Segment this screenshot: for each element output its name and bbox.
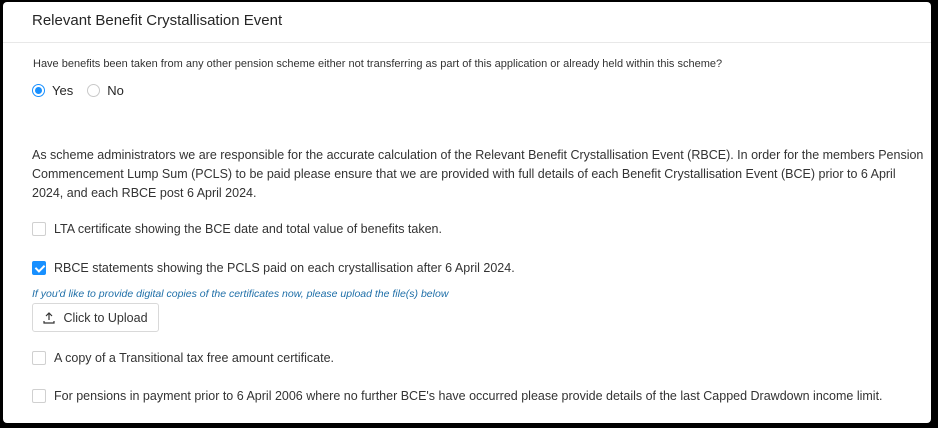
benefits-question: Have benefits been taken from any other pension scheme either not transferring as part of this application or already held within this scheme? — [33, 58, 723, 70]
upload-button[interactable] — [32, 303, 159, 332]
upload-button-label: Click to Upload — [63, 310, 148, 325]
radio-yes[interactable] — [32, 84, 45, 97]
form-panel — [3, 2, 931, 423]
checkbox-transitional-certificate[interactable] — [32, 351, 46, 365]
radio-yes-label: Yes — [52, 83, 74, 98]
benefits-radio-group — [32, 83, 138, 98]
radio-no[interactable] — [87, 84, 100, 97]
radio-option-yes[interactable] — [32, 83, 73, 98]
check-label: RBCE statements showing the PCLS paid on each crystallisation after 6 April 2024. — [54, 261, 515, 275]
check-label: A copy of a Transitional tax free amount certificate. — [54, 351, 335, 365]
check-label: LTA certificate showing the BCE date and total value of benefits taken. — [54, 222, 442, 236]
upload-icon — [43, 312, 55, 324]
check-lta-certificate[interactable] — [32, 222, 442, 236]
checkbox-lta-certificate[interactable] — [32, 222, 46, 236]
check-transitional-certificate[interactable] — [32, 351, 334, 365]
check-capped-drawdown[interactable] — [32, 389, 883, 403]
check-label: For pensions in payment prior to 6 April 2006 where no further BCE's have occurred please provide details of the last Capped Drawdown income limit. — [54, 389, 883, 403]
radio-no-label: No — [107, 83, 124, 98]
panel-header — [3, 2, 931, 43]
rbce-intro-text: As scheme administrators we are responsible for the accurate calculation of the Relevant Benefit Crystallisation Event (RBCE). In order for the members Pension Commencement Lump Sum (PCLS) to be paid please ensure that we are provided with full details of each Benefit Crystallisation Event (BCE) prior to 6 April 2024, and each RBCE post 6 April 2024. — [32, 148, 924, 200]
checkbox-capped-drawdown[interactable] — [32, 389, 46, 403]
checkbox-rbce-statements[interactable] — [32, 261, 46, 275]
upload-hint: If you'd like to provide digital copies of the certificates now, please upload the file(s) below — [32, 288, 449, 300]
radio-option-no[interactable] — [87, 83, 124, 98]
panel-title: Relevant Benefit Crystallisation Event — [32, 12, 283, 29]
check-rbce-statements[interactable] — [32, 261, 515, 275]
